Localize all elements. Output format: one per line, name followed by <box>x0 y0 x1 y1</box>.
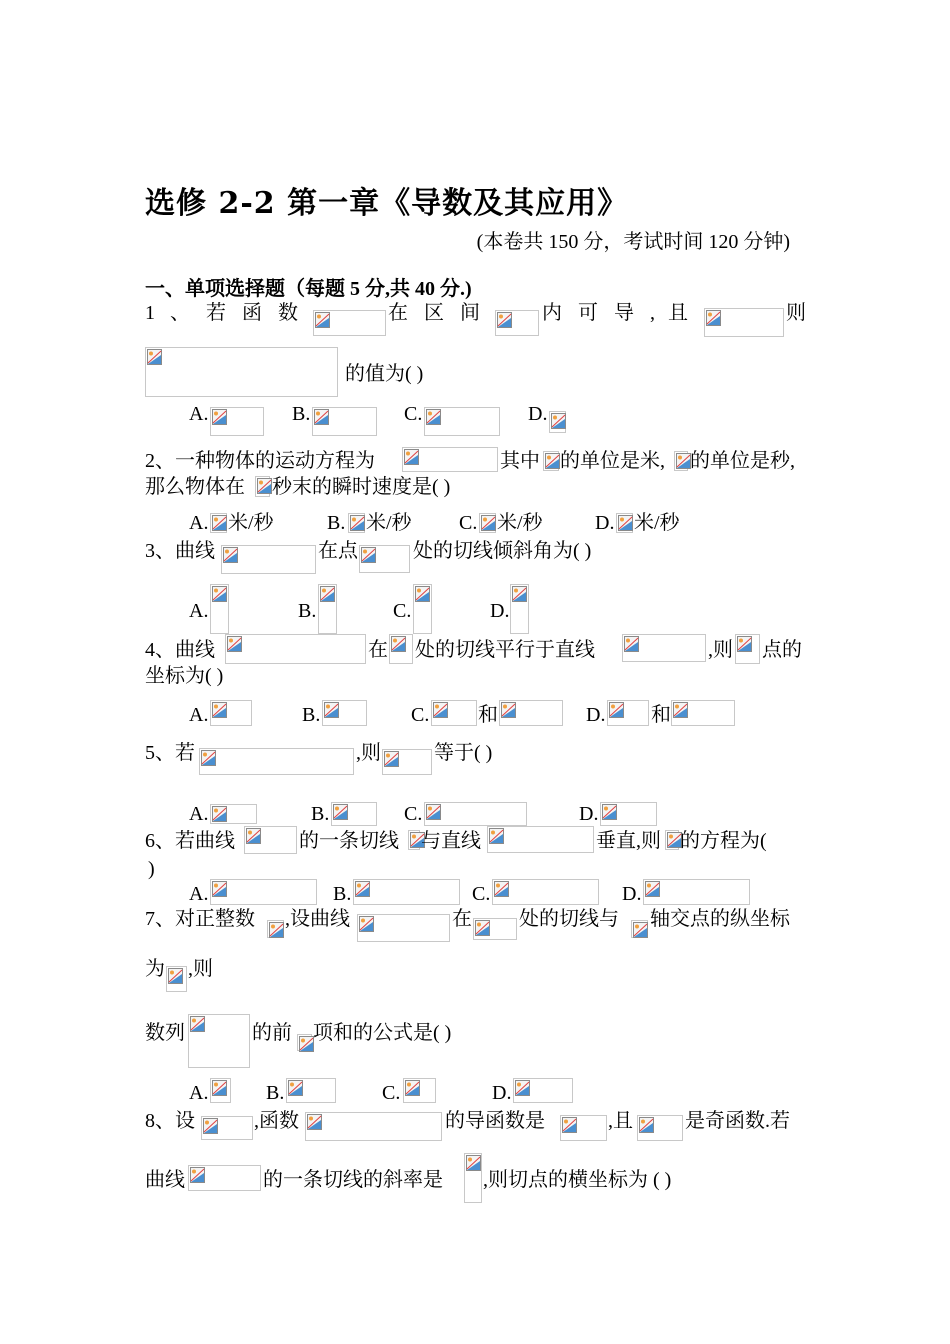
formula-image <box>145 347 338 397</box>
q1-text: 若 <box>206 302 226 324</box>
formula-image <box>267 920 284 938</box>
q7-text: 的前 <box>252 1022 292 1044</box>
option-label: D. <box>490 600 510 622</box>
broken-image-icon <box>673 702 688 718</box>
formula-image <box>513 1078 573 1103</box>
broken-image-icon <box>190 1167 205 1183</box>
q7-text: 为 <box>145 958 165 980</box>
q8-text: ,则切点的横坐标为 ( ) <box>483 1169 672 1191</box>
broken-image-icon <box>307 1114 322 1130</box>
broken-image-icon <box>415 586 430 602</box>
broken-image-icon <box>361 547 376 563</box>
broken-image-icon <box>515 1080 530 1096</box>
formula-image <box>665 830 679 850</box>
formula-image <box>479 513 496 533</box>
q4-text: 4、曲线 <box>145 639 215 661</box>
broken-image-icon <box>299 1036 314 1052</box>
broken-image-icon <box>324 702 339 718</box>
formula-image <box>210 584 229 634</box>
formula-image <box>357 914 450 942</box>
formula-image <box>188 1014 250 1068</box>
option-label: C. <box>459 512 478 534</box>
formula-image <box>487 826 594 853</box>
broken-image-icon <box>359 916 374 932</box>
formula-image <box>735 634 760 664</box>
option-label: B. <box>292 403 311 425</box>
unit-text: 米/秒 <box>497 512 543 534</box>
broken-image-icon <box>633 922 648 938</box>
broken-image-icon <box>405 1080 420 1096</box>
broken-image-icon <box>201 750 216 766</box>
q1-text: 可 <box>578 302 598 324</box>
broken-image-icon <box>355 881 370 897</box>
broken-image-icon <box>551 413 566 429</box>
q8-text: 8、设 <box>145 1110 195 1132</box>
formula-image <box>322 700 367 726</box>
q1-text: 在 <box>388 302 408 324</box>
formula-image <box>616 513 633 533</box>
broken-image-icon <box>639 1117 654 1133</box>
q5-text: 5、若 <box>145 742 195 764</box>
q2-text: 2、一种物体的运动方程为 <box>145 450 375 472</box>
option-label: B. <box>311 803 330 825</box>
section-heading: 一、单项选择题（每题 5 分,共 40 分.) <box>145 278 472 300</box>
broken-image-icon <box>257 478 272 494</box>
broken-image-icon <box>481 515 496 531</box>
broken-image-icon <box>212 515 227 531</box>
broken-image-icon <box>227 636 242 652</box>
formula-image <box>674 451 688 471</box>
q1-text: 间 <box>460 302 480 324</box>
broken-image-icon <box>288 1080 303 1096</box>
formula-image <box>643 879 750 905</box>
q6-text: 的方程为( <box>680 830 767 852</box>
formula-image <box>671 700 735 726</box>
q8-text: ,函数 <box>254 1110 299 1132</box>
q2-text: 的单位是米, <box>560 450 665 472</box>
page-subtitle: (本卷共 150 分，考试时间 120 分钟) <box>476 231 790 253</box>
q6-text: 与直线 <box>421 830 481 852</box>
formula-image <box>607 700 649 726</box>
q1-text: 内 <box>542 302 562 324</box>
q4-text: 在 <box>368 639 388 661</box>
option-label: A. <box>189 600 209 622</box>
broken-image-icon <box>246 828 261 844</box>
formula-image <box>492 879 599 905</box>
option-label: B. <box>298 600 317 622</box>
broken-image-icon <box>489 828 504 844</box>
broken-image-icon <box>475 920 490 936</box>
option-label: A. <box>189 512 209 534</box>
formula-image <box>331 802 377 826</box>
formula-image <box>359 545 410 573</box>
formula-image <box>221 545 316 574</box>
q2-text: 秒末的瞬时速度是( ) <box>272 476 451 498</box>
unit-text: 米/秒 <box>366 512 412 534</box>
q3-text: 在点 <box>318 540 358 562</box>
broken-image-icon <box>168 968 183 984</box>
q8-text: 曲线 <box>145 1169 185 1191</box>
option-label: C. <box>404 403 423 425</box>
q8-text: 的导函数是 <box>445 1110 545 1132</box>
option-label: C. <box>393 600 412 622</box>
q1-text: 1 <box>145 302 155 324</box>
broken-image-icon <box>545 453 560 469</box>
q8-text: ,且 <box>608 1110 633 1132</box>
formula-image <box>408 830 420 850</box>
q1-text: 且 <box>668 302 688 324</box>
broken-image-icon <box>562 1117 577 1133</box>
formula-image <box>424 407 500 436</box>
formula-image <box>637 1115 683 1141</box>
broken-image-icon <box>212 806 227 822</box>
q7-text: 7、对正整数 <box>145 908 255 930</box>
option-label: B. <box>333 883 352 905</box>
q4-text: 处的切线平行于直线 <box>415 639 595 661</box>
broken-image-icon <box>618 515 633 531</box>
broken-image-icon <box>269 922 284 938</box>
formula-image <box>210 700 252 726</box>
unit-text: 米/秒 <box>228 512 274 534</box>
option-label: D. <box>622 883 642 905</box>
formula-image <box>201 1116 253 1140</box>
unit-text: 米/秒 <box>634 512 680 534</box>
broken-image-icon <box>676 453 691 469</box>
broken-image-icon <box>497 312 512 328</box>
option-label: A. <box>189 403 209 425</box>
option-label: A. <box>189 704 209 726</box>
q7-text: 在 <box>452 908 472 930</box>
broken-image-icon <box>609 702 624 718</box>
q1-text: 、 <box>170 302 190 324</box>
q6-text: 垂直,则 <box>596 830 661 852</box>
q4-text: 坐标为( ) <box>145 665 224 687</box>
option-label: C. <box>382 1082 401 1104</box>
formula-image <box>549 411 566 433</box>
formula-image <box>499 700 563 726</box>
formula-image <box>353 879 460 905</box>
option-label: B. <box>327 512 346 534</box>
formula-image <box>403 1078 436 1103</box>
formula-image <box>631 920 648 938</box>
formula-image <box>318 584 337 634</box>
broken-image-icon <box>602 804 617 820</box>
q8-text: 是奇函数.若 <box>685 1110 790 1132</box>
q3-text: 3、曲线 <box>145 540 215 562</box>
q1-text: , <box>650 302 655 324</box>
option-label: D. <box>492 1082 512 1104</box>
q1-text: 则 <box>786 302 806 324</box>
formula-image <box>166 966 187 992</box>
formula-image <box>413 584 432 634</box>
q6-text: ) <box>148 858 155 880</box>
formula-image <box>210 513 227 533</box>
broken-image-icon <box>212 881 227 897</box>
formula-image <box>622 634 706 662</box>
broken-image-icon <box>333 804 348 820</box>
formula-image <box>255 476 270 497</box>
q1-text: 的值为( ) <box>345 363 424 385</box>
broken-image-icon <box>404 449 419 465</box>
broken-image-icon <box>501 702 516 718</box>
formula-image <box>297 1034 312 1051</box>
q1-text: 函 <box>242 302 262 324</box>
q1-text: 数 <box>278 302 298 324</box>
formula-image <box>431 700 477 726</box>
broken-image-icon <box>494 881 509 897</box>
q4-text: ,则 <box>708 639 733 661</box>
broken-image-icon <box>350 515 365 531</box>
broken-image-icon <box>212 1080 227 1096</box>
option-label: B. <box>302 704 321 726</box>
q7-text: ,则 <box>188 958 213 980</box>
broken-image-icon <box>212 702 227 718</box>
option-label: B. <box>266 1082 285 1104</box>
formula-image <box>210 1078 231 1103</box>
option-label: D. <box>595 512 615 534</box>
broken-image-icon <box>320 586 335 602</box>
formula-image <box>389 634 413 664</box>
q7-text: 数列 <box>145 1022 185 1044</box>
broken-image-icon <box>212 409 227 425</box>
option-label: A. <box>189 1082 209 1104</box>
q2-text: 那么物体在 <box>145 476 245 498</box>
formula-image <box>312 407 377 436</box>
broken-image-icon <box>147 349 162 365</box>
q7-text: 项和的公式是( ) <box>313 1022 452 1044</box>
broken-image-icon <box>315 312 330 328</box>
q7-text: ,设曲线 <box>285 908 350 930</box>
q1-text: 区 <box>424 302 444 324</box>
broken-image-icon <box>512 586 527 602</box>
broken-image-icon <box>190 1016 205 1032</box>
option-label: C. <box>472 883 491 905</box>
q5-text: ,则 <box>356 742 381 764</box>
formula-image <box>495 310 539 336</box>
q8-text: 的一条切线的斜率是 <box>263 1169 443 1191</box>
broken-image-icon <box>212 586 227 602</box>
q6-text: 6、若曲线 <box>145 830 235 852</box>
page-title: 选修 2-2 第一章《导数及其应用》 <box>145 186 629 221</box>
broken-image-icon <box>391 636 406 652</box>
formula-image <box>424 802 527 826</box>
broken-image-icon <box>466 1155 481 1171</box>
formula-image <box>199 748 354 775</box>
formula-image <box>210 407 264 436</box>
broken-image-icon <box>314 409 329 425</box>
formula-image <box>600 802 657 826</box>
broken-image-icon <box>223 547 238 563</box>
formula-image <box>402 447 498 472</box>
formula-image <box>560 1115 607 1141</box>
option-label: D. <box>586 704 606 726</box>
q2-text: 的单位是秒, <box>690 450 795 472</box>
option-label: A. <box>189 803 209 825</box>
formula-image <box>188 1165 261 1191</box>
broken-image-icon <box>624 636 639 652</box>
conjunction-text: 和 <box>478 704 498 726</box>
formula-image <box>464 1153 482 1203</box>
conjunction-text: 和 <box>651 704 671 726</box>
broken-image-icon <box>645 881 660 897</box>
formula-image <box>510 584 529 634</box>
broken-image-icon <box>433 702 448 718</box>
broken-image-icon <box>426 409 441 425</box>
option-label: C. <box>404 803 423 825</box>
q1-text: 导 <box>614 302 634 324</box>
formula-image <box>473 918 517 940</box>
formula-image <box>543 451 559 471</box>
q5-text: 等于( ) <box>434 742 493 764</box>
option-label: A. <box>189 883 209 905</box>
formula-image <box>244 826 297 854</box>
formula-image <box>382 749 432 775</box>
formula-image <box>225 634 366 664</box>
q6-text: 的一条切线 <box>299 830 399 852</box>
q2-text: 其中 <box>500 450 540 472</box>
q3-text: 处的切线倾斜角为( ) <box>413 540 592 562</box>
formula-image <box>704 308 784 337</box>
formula-image <box>210 879 317 905</box>
option-label: D. <box>579 803 599 825</box>
formula-image <box>313 310 386 336</box>
formula-image <box>286 1078 336 1103</box>
broken-image-icon <box>706 310 721 326</box>
formula-image <box>210 804 257 824</box>
q7-text: 轴交点的纵坐标 <box>650 908 790 930</box>
option-label: C. <box>411 704 430 726</box>
broken-image-icon <box>384 751 399 767</box>
broken-image-icon <box>426 804 441 820</box>
broken-image-icon <box>203 1118 218 1134</box>
option-label: D. <box>528 403 548 425</box>
q7-text: 处的切线与 <box>519 908 619 930</box>
formula-image <box>348 513 365 533</box>
formula-image <box>305 1112 442 1141</box>
broken-image-icon <box>737 636 752 652</box>
q4-text: 点的 <box>762 639 802 661</box>
